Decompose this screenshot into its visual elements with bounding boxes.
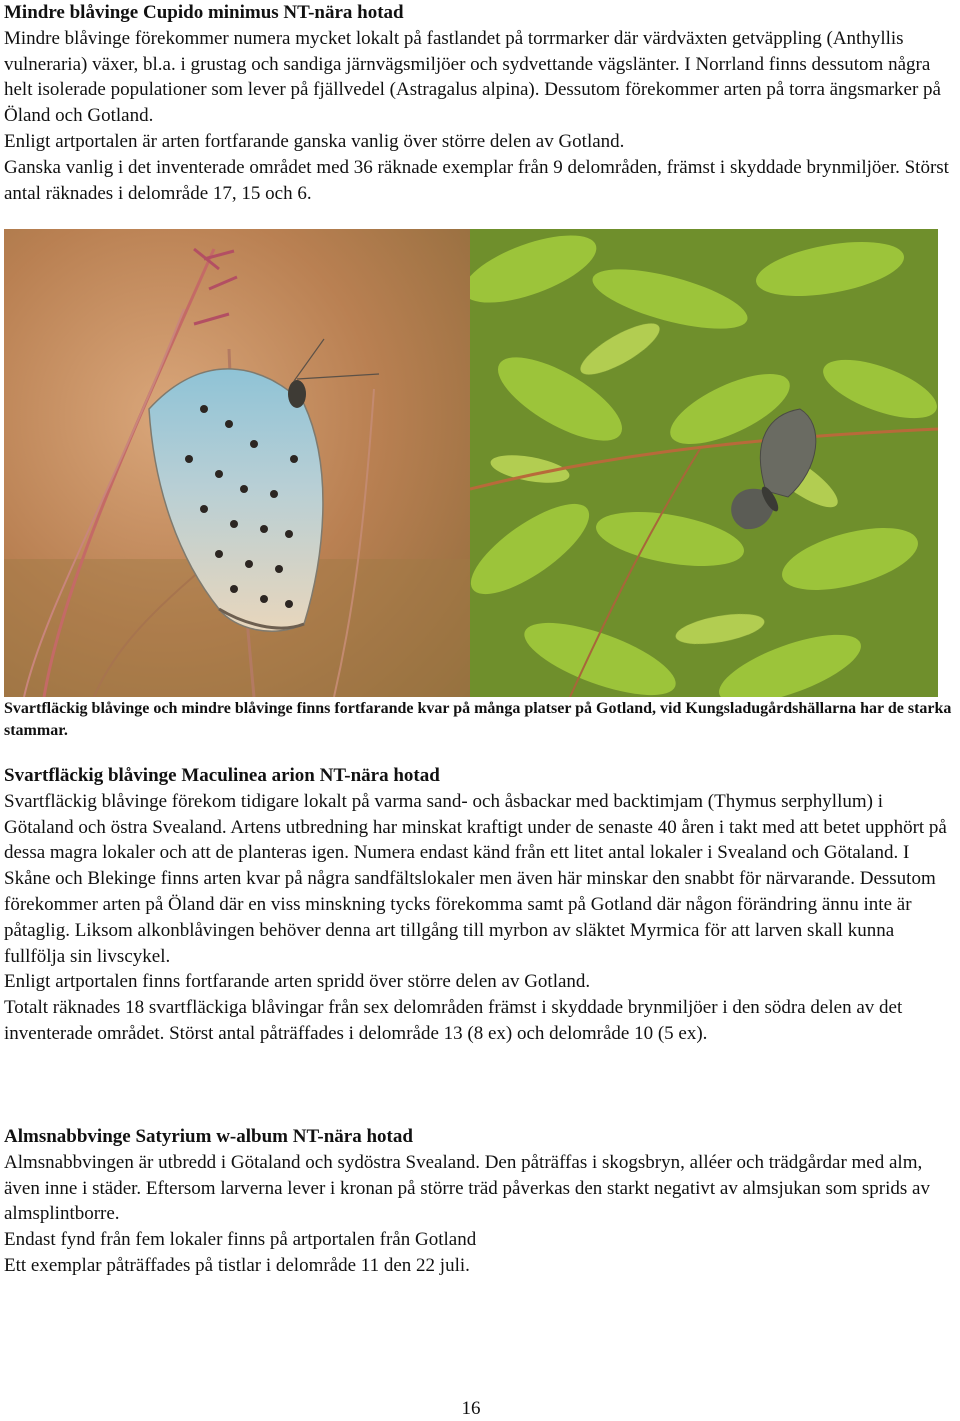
paragraph: Mindre blåvinge förekommer numera mycket lokalt på fastlandet på torrmarker där värdväxten getväppling (Anthyllis vulneraria) växer, bl.a. i grustag och sandiga järnvägsmiljöer och sydvettande vägslänter. I Norrland finns dessutom några helt isolerade populationer som lever på fjällvedel (Astragalus alpina). Dessutom förekommer arten på torra ängsmarker på Öland och Gotland. xyxy=(4,27,941,127)
paragraph: Totalt räknades 18 svartfläckiga blåvingar från sex delområden främst i skyddade brynmiljöer i den södra delen av det inventerade området. Störst antal påträffades i delområde 13 (8 ex) och delområde 10 (5 ex). xyxy=(4,997,903,1044)
paragraph: Enligt artportalen finns fortfarande arten spridd över större delen av Gotland. xyxy=(4,971,591,993)
page-number: 16 xyxy=(461,1398,481,1419)
section-svartflackig-blavinge xyxy=(4,763,956,1047)
paragraph: Endast fynd från fem lokaler finns på artportalen från Gotland xyxy=(4,1229,477,1251)
section-heading: Mindre blåvinge Cupido minimus NT-nära hotad xyxy=(4,2,404,23)
section-mindre-blavinge xyxy=(4,0,956,206)
section-heading: Svartfläckig blåvinge Maculinea arion NT-nära hotad xyxy=(4,765,440,786)
figure-caption: Svartfläckig blåvinge och mindre blåvinge finns fortfarande kvar på många platser på Gotland, vid Kungsladugårdshällarna har de starka stammar. xyxy=(4,700,952,739)
paragraph: Svartfläckig blåvinge förekom tidigare lokalt på varma sand- och åsbackar med backtimjam (Thymus serphyllum) i Götaland och östra Svealand. Artens utbredning har minskat kraftigt under de senaste 40 åren i takt med att betet upphört på dessa magra lokaler och att de planteras igen. Numera endast känd från ett litet antal lokaler i Svealand och Götaland. I Skåne och Blekinge finns arten kvar på några sandfältslokaler men även här minskar den snabbt för närvarande. Dessutom förekommer arten på Öland där en viss minskning tycks förekomma samt på Gotland där någon förändring ännu inte är påtaglig. Liksom alkonblåvingen behöver denna art tillgång till myrbon av släktet Myrmica för att larven skall kunna fullfölja sin livscykel. xyxy=(4,790,947,967)
photo-svartflackig-blavinge xyxy=(4,229,470,697)
photo-mindre-blavinge xyxy=(470,229,938,697)
paragraph: Almsnabbvingen är utbredd i Götaland och sydöstra Svealand. Den påträffas i skogsbryn, alléer och trädgårdar med alm, även inne i städer. Eftersom larverna lever i kronan på större träd påverkas den starkt negativt av almsjukan som sprids av almsplintborre. xyxy=(4,1151,930,1225)
paragraph: Enligt artportalen är arten fortfarande ganska vanlig över större delen av Gotland. xyxy=(4,130,625,152)
paragraph: Ganska vanlig i det inventerade området med 36 räknade exemplar från 9 delområden, främst i skyddade brynmiljöer. Störst antal räknades i delområde 17, 15 och 6. xyxy=(4,156,949,204)
section-heading: Almsnabbvinge Satyrium w-album NT-nära hotad xyxy=(4,1126,413,1147)
section-almsnabbvinge xyxy=(4,1124,956,1279)
paragraph: Ett exemplar påträffades på tistlar i delområde 11 den 22 juli. xyxy=(4,1254,470,1276)
